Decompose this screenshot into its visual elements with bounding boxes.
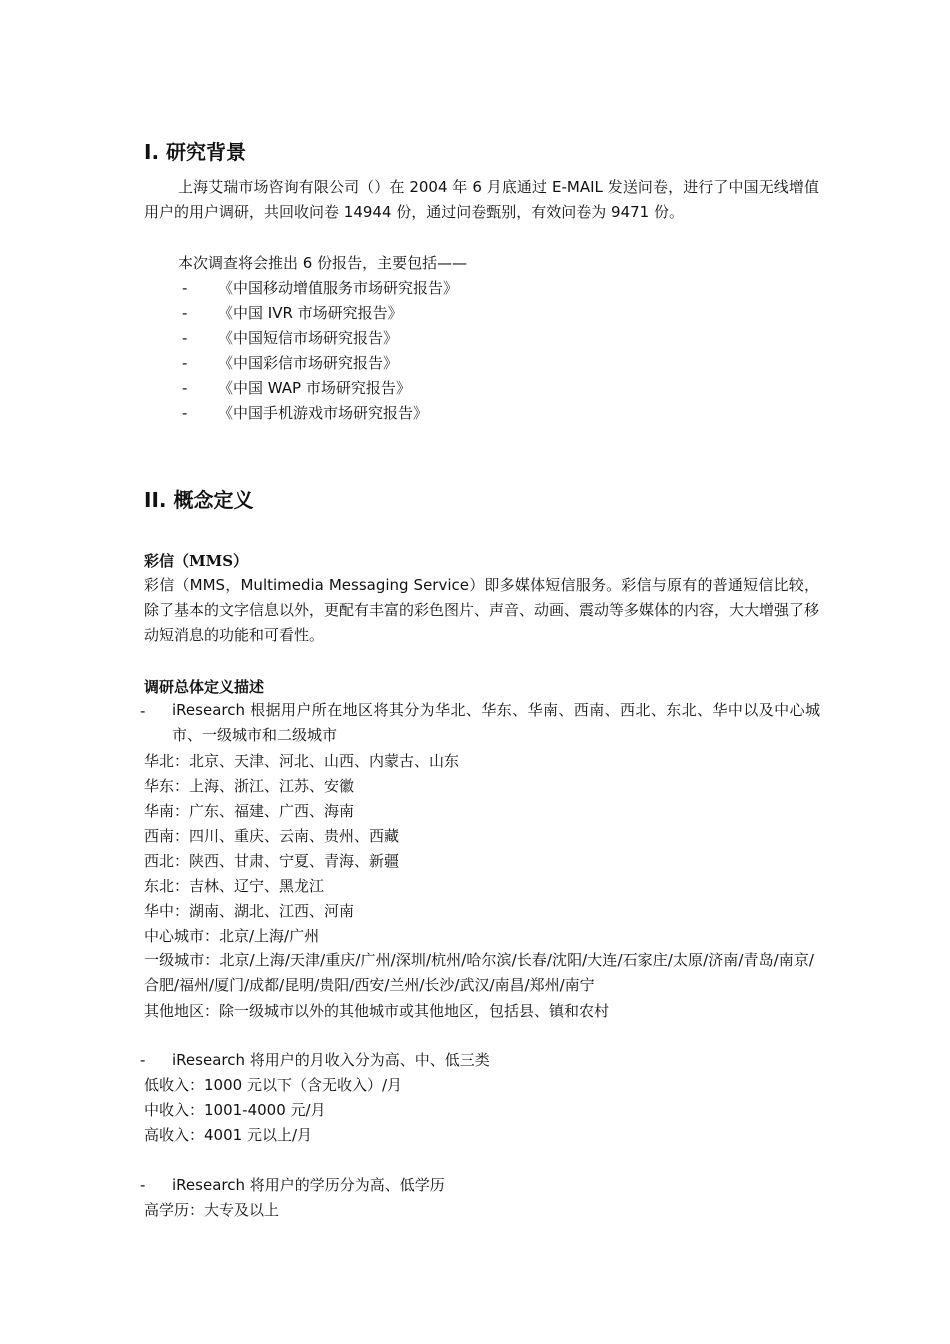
list-bullet: -: [182, 304, 188, 322]
mms-paragraph: 彩信（MMS，Multimedia Messaging Service）即多媒体短信服务。彩信与原有的普通短信比较，除了基本的文字信息以外，更配有丰富的彩色图片、声音、动画、震动等多媒体的内容，大大增强了移动短消息的功能和可看性。: [144, 576, 820, 644]
region-line: 中心城市：北京/上海/广州: [144, 927, 320, 945]
region-line: 华北：北京、天津、河北、山西、内蒙古、山东: [144, 752, 460, 770]
list-bullet: -: [182, 354, 188, 372]
education-line: 高学历：大专及以上: [144, 1201, 280, 1219]
list-bullet: -: [182, 379, 188, 397]
region-line: 东北：吉林、辽宁、黑龙江: [144, 877, 325, 895]
education-bullet-text: iResearch 将用户的学历分为高、低学历: [172, 1176, 445, 1194]
reports-intro: 本次调查将会推出 6 份报告，主要包括——: [178, 254, 468, 272]
list-bullet: -: [140, 1176, 146, 1194]
list-item: 《中国移动增值服务市场研究报告》: [218, 279, 459, 297]
section-heading-research-background: I. 研究背景: [144, 140, 247, 164]
list-bullet: -: [182, 404, 188, 422]
list-item: 《中国 IVR 市场研究报告》: [218, 304, 403, 322]
region-line: 西南：四川、重庆、云南、贵州、西藏: [144, 827, 400, 845]
income-line: 低收入：1000 元以下（含无收入）/月: [144, 1076, 402, 1094]
mms-title: 彩信（MMS）: [144, 552, 249, 570]
region-line: 华中：湖南、湖北、江西、河南: [144, 902, 355, 920]
list-bullet: -: [140, 1051, 146, 1069]
list-item: 《中国彩信市场研究报告》: [218, 354, 399, 372]
income-line: 中收入：1001-4000 元/月: [144, 1101, 326, 1119]
list-bullet: -: [182, 279, 188, 297]
region-line: 华南：广东、福建、广西、海南: [144, 802, 355, 820]
list-bullet: -: [140, 702, 146, 720]
section-heading-concept-definition: II. 概念定义: [144, 488, 254, 512]
region-bullet-text: iResearch 根据用户所在地区将其分为华北、华东、华南、西南、西北、东北、华中以及中心城市、一级城市和二级城市: [172, 701, 820, 744]
list-item: 《中国手机游戏市场研究报告》: [218, 404, 429, 422]
list-item: 《中国 WAP 市场研究报告》: [218, 379, 411, 397]
intro-paragraph: 上海艾瑞市场咨询有限公司（）在 2004 年 6 月底通过 E-MAIL 发送问卷，进行了中国无线增值用户的用户调研，共回收问卷 14944 份，通过问卷甄别，有效问卷为 9471 份。: [144, 178, 819, 221]
other-regions: 其他地区：除一级城市以外的其他城市或其他地区，包括县、镇和农村: [144, 1002, 610, 1020]
income-line: 高收入：4001 元以上/月: [144, 1126, 312, 1144]
income-bullet-text: iResearch 将用户的月收入分为高、中、低三类: [172, 1051, 490, 1069]
list-item: 《中国短信市场研究报告》: [218, 329, 399, 347]
region-line: 西北：陕西、甘肃、宁夏、青海、新疆: [144, 852, 400, 870]
survey-definition-title: 调研总体定义描述: [144, 678, 265, 696]
tier1-cities: 一级城市：北京/上海/天津/重庆/广州/深圳/杭州/哈尔滨/长春/沈阳/大连/石家庄/太原/济南/青岛/南京/合肥/福州/厦门/成都/昆明/贵阳/西安/兰州/长沙/武汉/南昌/郑州/南宁: [144, 951, 814, 994]
region-line: 华东：上海、浙江、江苏、安徽: [144, 777, 355, 795]
list-bullet: -: [182, 329, 188, 347]
